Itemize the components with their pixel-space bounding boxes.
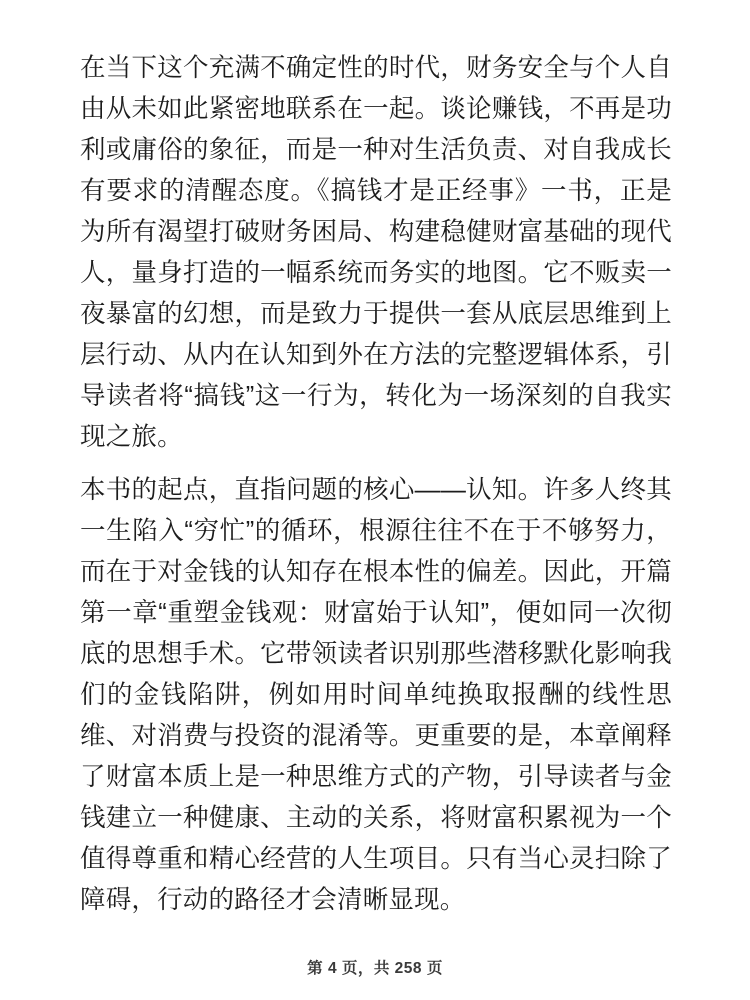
page-footer: 第 4 页，共 258 页 [307, 960, 443, 977]
paragraph-1: 在当下这个充满不确定性的时代，财务安全与个人自由从未如此紧密地联系在一起。谈论赚钱，不再是功利或庸俗的象征，而是一种对生活负责、对自我成长有要求的清醒态度。《搞钱才是正经事》一书，正是为所有渴望打破财务困局、构建稳健财富基础的现代人，量身打造的一幅系统而务实的地图。它不贩卖一夜暴富的幻想，而是致力于提供一套从底层思维到上层行动、从内在认知到外在方法的完整逻辑体系，引导读者将“搞钱”这一行为，转化为一场深刻的自我实现之旅。 [80, 54, 672, 451]
paragraph-2: 本书的起点，直指问题的核心——认知。许多人终其一生陷入“穷忙”的循环，根源往往不在于不够努力，而在于对金钱的认知存在根本性的偏差。因此，开篇第一章“重塑金钱观：财富始于认知”，便如同一次彻底的思想手术。它带领读者识别那些潜移默化影响我们的金钱陷阱，例如用时间单纯换取报酬的线性思维、对消费与投资的混淆等。更重要的是，本章阐释了财富本质上是一种思维方式的产物，引导读者与金钱建立一种健康、主动的关系，将财富积累视为一个值得尊重和精心经营的人生项目。只有当心灵扫除了障碍，行动的路径才会清晰显现。 [80, 476, 672, 914]
page-body [80, 48, 672, 921]
